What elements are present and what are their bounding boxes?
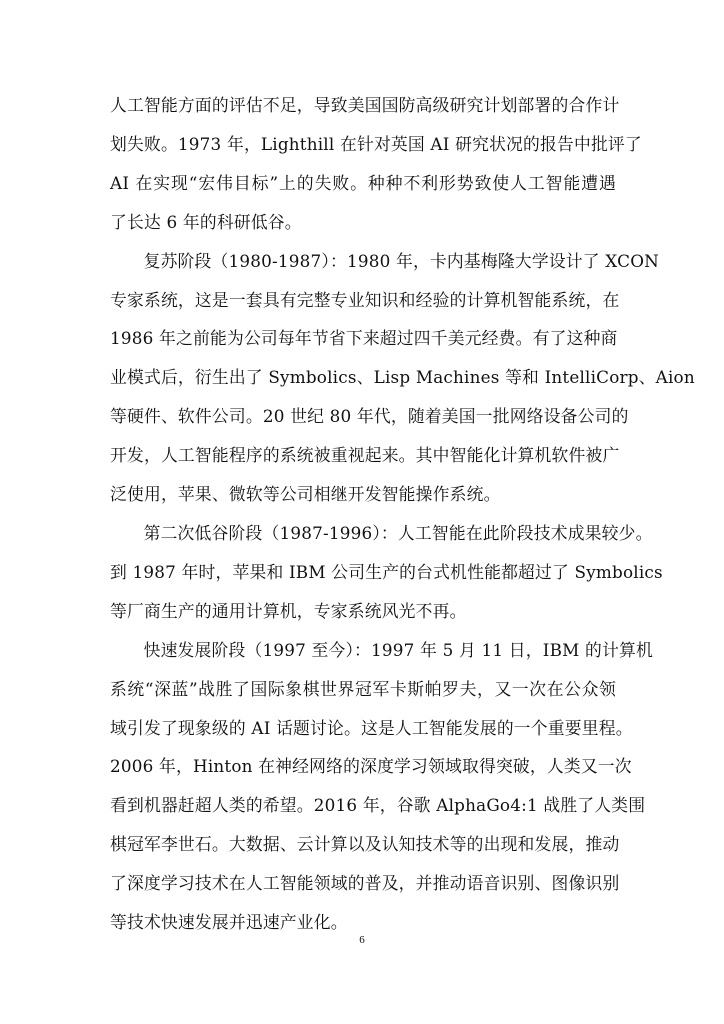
text-line: 到 1987 年时，苹果和 IBM 公司生产的台式机性能都超过了 Symbolics bbox=[110, 561, 663, 582]
paragraph-rapid-development bbox=[110, 631, 653, 942]
text-line: 了长达 6 年的科研低谷。 bbox=[110, 211, 302, 232]
text-line: 人工智能方面的评估不足，导致美国国防高级研究计划部署的合作计 bbox=[110, 95, 620, 115]
text-line: 系统“深蓝”战胜了国际象棋世界冠军卡斯帕罗夫，又一次在公众领 bbox=[110, 678, 616, 699]
text-line: 域引发了现象级的 AI 话题讨论。这是人工智能发展的一个重要里程。 bbox=[110, 717, 633, 738]
text-line: 业模式后，衍生出了 Symbolics、Lisp Machines 等和 IntelliCorp、Aion bbox=[110, 367, 695, 388]
text-line: 了深度学习技术在人工智能领域的普及，并推动语音识别、图像识别 bbox=[110, 873, 620, 894]
text-line: 棋冠军李世石。大数据、云计算以及认知技术等的出现和发展，推动 bbox=[110, 834, 620, 855]
paragraph-second-winter bbox=[110, 514, 663, 631]
text-line: 1986 年之前能为公司每年节省下来超过四千美元经费。有了这种商 bbox=[110, 328, 618, 349]
document-body bbox=[110, 86, 695, 942]
text-line: 复苏阶段（1980-1987）：1980 年，卡内基梅隆大学设计了 XCON bbox=[143, 250, 660, 271]
text-line: 等厂商生产的通用计算机，专家系统风光不再。 bbox=[110, 600, 467, 621]
text-line: 第二次低谷阶段（1987-1996）：人工智能在此阶段技术成果较少。 bbox=[143, 522, 653, 543]
text-line: 快速发展阶段（1997 至今）：1997 年 5 月 11 日，IBM 的计算机 bbox=[143, 639, 653, 660]
paragraph-recovery-stage bbox=[110, 242, 695, 514]
text-line: 等硬件、软件公司。20 世纪 80 年代，随着美国一批网络设备公司的 bbox=[110, 406, 629, 427]
text-line: 开发，人工智能程序的系统被重视起来。其中智能化计算机软件被广 bbox=[110, 445, 620, 466]
text-line: 看到机器赶超人类的希望。2016 年，谷歌 AlphaGo4:1 战胜了人类围 bbox=[110, 795, 646, 816]
text-line: 2006 年，Hinton 在神经网络的深度学习领域取得突破，人类又一次 bbox=[110, 756, 632, 777]
page-number: 6 bbox=[359, 934, 365, 946]
text-line: 专家系统，这是一套具有完整专业知识和经验的计算机智能系统，在 bbox=[110, 289, 620, 310]
text-line: AI 在实现“宏伟目标”上的失败。种种不利形势致使人工智能遭遇 bbox=[110, 172, 616, 193]
text-line: 划失败。1973 年，Lighthill 在针对英国 AI 研究状况的报告中批评了 bbox=[110, 133, 642, 154]
paragraph-ai-winter-1 bbox=[110, 86, 642, 242]
text-line: 泛使用，苹果、微软等公司相继开发智能操作系统。 bbox=[110, 484, 501, 505]
text-line: 等技术快速发展并迅速产业化。 bbox=[110, 912, 348, 933]
